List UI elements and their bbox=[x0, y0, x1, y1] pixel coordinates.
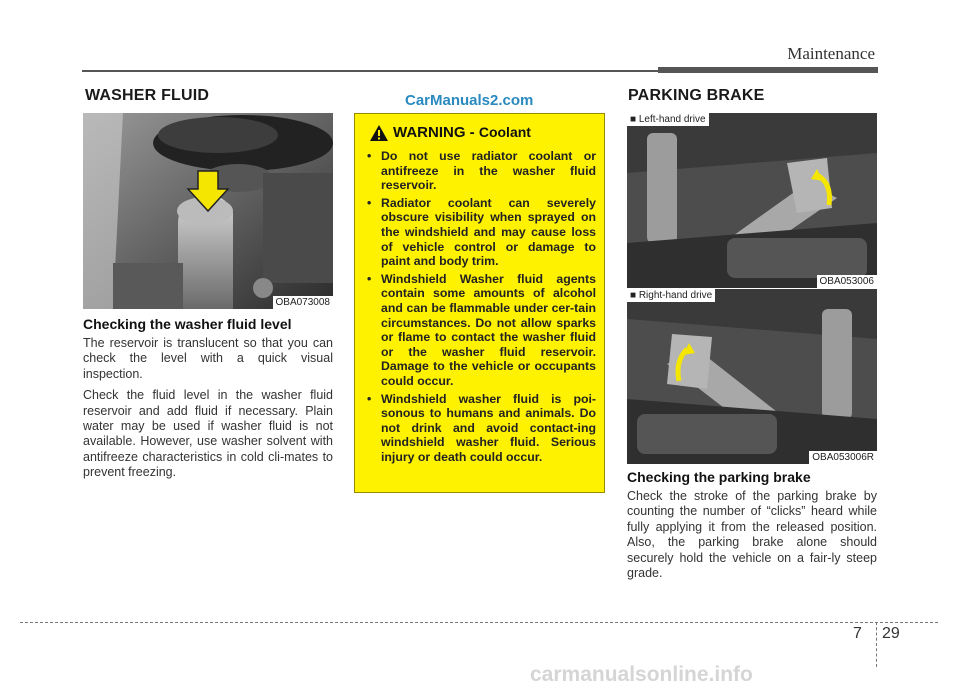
paragraph: Check the fluid level in the washer fluid reservoir and add fluid if necessary. Plain water may be used if washer fluid is not available. However, use washer solvent with antifreeze characteristics in cold cli-mates to prevent freezing. bbox=[83, 388, 333, 480]
warning-item-text: Radiator coolant can severely obscure visibility when sprayed on the windshield and may cause loss of vehicle control or damage to paint and body trim. bbox=[381, 195, 596, 269]
photo-code: OBA053006 bbox=[817, 275, 878, 288]
header-rule-accent bbox=[658, 67, 878, 73]
bullet: • bbox=[367, 391, 372, 406]
photo-code: OBA053006R bbox=[809, 451, 877, 464]
washer-reservoir-photo bbox=[83, 113, 333, 309]
warning-list bbox=[365, 149, 596, 464]
watermark-link[interactable]: CarManuals2.com bbox=[405, 92, 534, 109]
washer-reservoir-illustration bbox=[83, 113, 333, 309]
washer-fluid-heading: WASHER FLUID bbox=[85, 87, 210, 104]
parking-brake-heading: PARKING BRAKE bbox=[628, 87, 765, 104]
parking-body-text bbox=[627, 489, 877, 587]
warning-box bbox=[354, 113, 605, 493]
bullet: • bbox=[367, 195, 372, 210]
paragraph: The reservoir is translucent so that you can check the level with a quick visual inspection. bbox=[83, 336, 333, 381]
parking-check-subheading: Checking the parking brake bbox=[627, 469, 811, 485]
section-title: Maintenance bbox=[787, 44, 875, 63]
parking-brake-rhd-photo bbox=[627, 289, 877, 464]
warning-title bbox=[393, 124, 596, 141]
warning-label: WARNING - bbox=[393, 124, 475, 141]
warning-item-text: Windshield Washer fluid agents contain some amounts of alcohol and can be flammable under cer-tain circumstances. Do not allow sparks or flame to contact the washer fluid or the washer fluid reservoir. Damage to the vehicle or occupants could occur. bbox=[381, 271, 596, 388]
parking-brake-lhd-photo bbox=[627, 113, 877, 288]
warning-item bbox=[365, 196, 596, 269]
rhd-label: ■ Right-hand drive bbox=[627, 289, 715, 302]
warning-subject: Coolant bbox=[478, 124, 531, 140]
footer-divider bbox=[876, 622, 877, 667]
warning-item bbox=[365, 149, 596, 193]
warning-triangle-icon bbox=[369, 124, 389, 142]
lhd-label: ■ Left-hand drive bbox=[627, 113, 709, 126]
watermark-footer: carmanualsonline.info bbox=[530, 663, 753, 686]
page-number: 29 bbox=[882, 625, 900, 642]
warning-item bbox=[365, 272, 596, 389]
washer-check-subheading: Checking the washer fluid level bbox=[83, 316, 292, 332]
photo-code: OBA073008 bbox=[273, 296, 334, 309]
footer-rule bbox=[20, 622, 938, 623]
warning-item-text: Do not use radiator coolant or antifreeze in the washer fluid reservoir. bbox=[381, 149, 596, 193]
paragraph: Check the stroke of the parking brake by counting the number of “clicks” heard while fully applying it from the released position. Also, the parking brake alone should securely hold the vehicle on a fair-ly steep grade. bbox=[627, 489, 877, 581]
bullet: • bbox=[367, 271, 372, 286]
warning-item-text: Windshield washer fluid is poi-sonous to humans and animals. Do not drink and avoid contact-ing windshield washer fluid. Serious injury or death could occur. bbox=[381, 391, 596, 464]
bullet: • bbox=[367, 149, 372, 163]
washer-body-text bbox=[83, 336, 333, 487]
header-rule bbox=[82, 70, 662, 72]
parking-brake-lhd-illustration bbox=[627, 113, 877, 288]
parking-brake-rhd-illustration bbox=[627, 289, 877, 464]
chapter-number: 7 bbox=[853, 625, 862, 642]
warning-item bbox=[365, 392, 596, 465]
